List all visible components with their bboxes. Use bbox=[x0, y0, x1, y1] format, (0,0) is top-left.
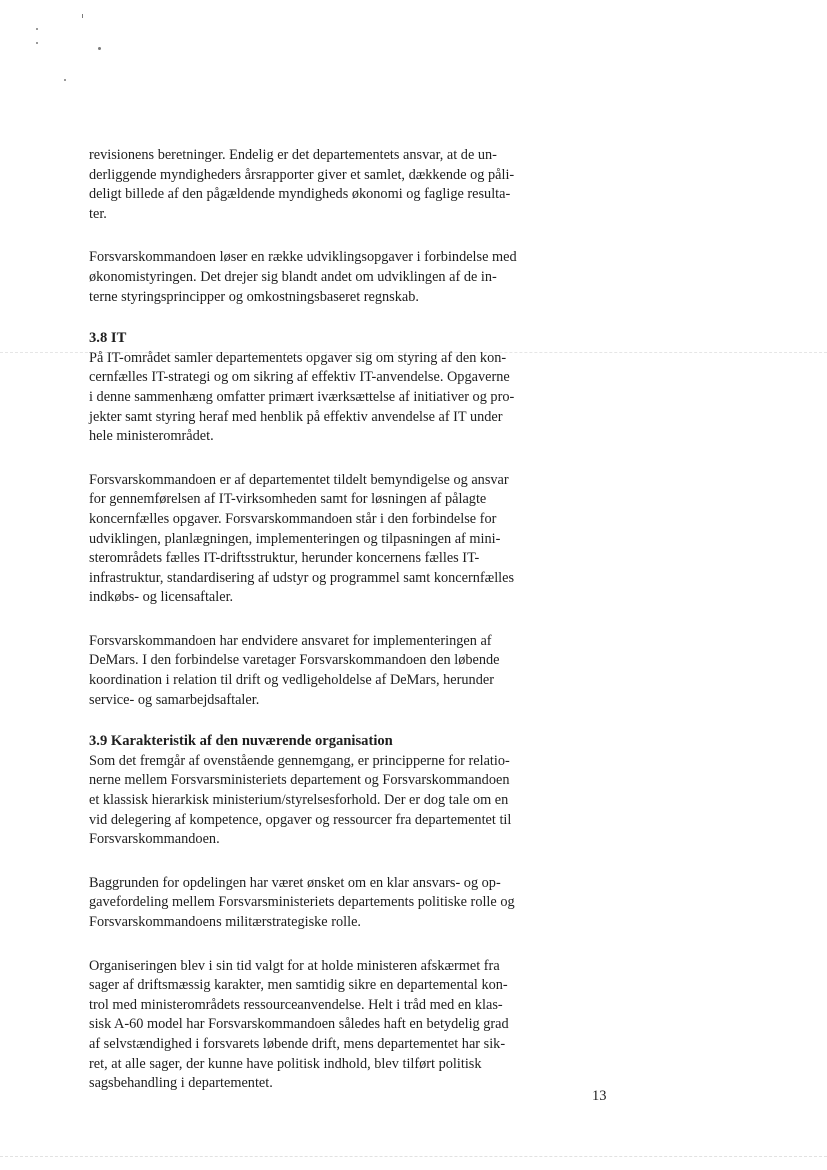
text-line: ret, at alle sager, der kunne have politisk indhold, blev tilført politisk bbox=[89, 1055, 482, 1072]
paragraph-background bbox=[89, 874, 619, 933]
text-line: trol med ministerområdets ressourceanvendelse. Helt i tråd med en klas- bbox=[89, 996, 503, 1013]
text-line: cernfælles IT-strategi og om sikring af effektiv IT-anvendelse. Opgaverne bbox=[89, 369, 510, 386]
paragraph-development-tasks bbox=[89, 248, 619, 307]
text-line: Baggrunden for opdelingen har været ønsket om en klar ansvars- og op- bbox=[89, 874, 501, 891]
text-line: et klassisk hierarkisk ministerium/styrelsesforhold. Der er dog tale om en bbox=[89, 792, 509, 809]
text-line: Forsvarskommandoen løser en række udviklingsopgaver i forbindelse med bbox=[89, 249, 517, 266]
document-body bbox=[89, 146, 619, 1094]
text-line: Forsvarskommandoen er af departementet tildelt bemyndigelse og ansvar bbox=[89, 471, 509, 488]
paragraph-organisation bbox=[89, 957, 619, 1094]
section-heading-3-9: 3.9 Karakteristik af den nuværende organisation bbox=[89, 733, 393, 750]
text-line: sagsbehandling i departementet. bbox=[89, 1075, 273, 1092]
text-line: koordination i relation til drift og vedligeholdelse af DeMars, herunder bbox=[89, 672, 494, 689]
text-line: hele ministerområdet. bbox=[89, 428, 214, 445]
scan-speck bbox=[36, 42, 38, 44]
paragraph-it-delegation bbox=[89, 471, 619, 608]
paragraph-characteristics bbox=[89, 752, 619, 850]
text-line: Forsvarskommandoen har endvidere ansvaret for implementeringen af bbox=[89, 632, 492, 649]
text-line: DeMars. I den forbindelse varetager Forsvarskommandoen den løbende bbox=[89, 652, 500, 669]
text-line: Forsvarskommandoen. bbox=[89, 831, 220, 848]
text-line: deligt billede af den pågældende myndigheds økonomi og faglige resulta- bbox=[89, 186, 511, 203]
text-line: jekter samt styring heraf med henblik på effektiv anvendelse af IT under bbox=[89, 408, 503, 425]
scan-speck bbox=[98, 47, 101, 50]
text-line: sisk A-60 model har Forsvarskommandoen således haft en betydelig grad bbox=[89, 1016, 509, 1033]
text-line: udviklingen, planlægningen, implementeringen og tilpasningen af mini- bbox=[89, 530, 501, 547]
paragraph-demars bbox=[89, 632, 619, 710]
text-line: sager af driftsmæssig karakter, men samtidig sikre en departemental kon- bbox=[89, 977, 508, 994]
page-number: 13 bbox=[592, 1088, 607, 1104]
paragraph-it-area bbox=[89, 349, 619, 447]
text-line: vid delegering af kompetence, opgaver og ressourcer fra departementet til bbox=[89, 811, 512, 828]
scan-speck bbox=[82, 14, 83, 18]
text-line: revisionens beretninger. Endelig er det departementets ansvar, at de un- bbox=[89, 147, 497, 163]
section-heading-3-8: 3.8 IT bbox=[89, 330, 127, 347]
paragraph-revision bbox=[89, 146, 619, 224]
text-line: service- og samarbejdsaftaler. bbox=[89, 691, 260, 708]
text-line: Som det fremgår af ovenstående gennemgang, er principperne for relatio- bbox=[89, 752, 510, 769]
scan-artifact-line bbox=[0, 1156, 827, 1157]
text-line: for gennemførelsen af IT-virksomheden samt for løsningen af pålagte bbox=[89, 491, 487, 508]
text-line: infrastruktur, standardisering af udstyr og programmel samt koncernfælles bbox=[89, 569, 515, 586]
scan-speck bbox=[36, 28, 38, 30]
text-line: derliggende myndigheders årsrapporter giver et samlet, dækkende og påli- bbox=[89, 166, 515, 183]
text-line: gavefordeling mellem Forsvarsministeriets departements politiske rolle og bbox=[89, 894, 515, 911]
text-line: i denne sammenhæng omfatter primært iværksættelse af initiativer og pro- bbox=[89, 388, 515, 405]
text-line: På IT-området samler departementets opgaver sig om styring af den kon- bbox=[89, 349, 507, 366]
text-line: af selvstændighed i forsvarets løbende drift, mens departementet har sik- bbox=[89, 1035, 506, 1052]
text-line: koncernfælles opgaver. Forsvarskommandoen står i den forbindelse for bbox=[89, 510, 497, 527]
text-line: ter. bbox=[89, 205, 107, 222]
text-line: nerne mellem Forsvarsministeriets departement og Forsvarskommandoen bbox=[89, 772, 510, 789]
text-line: indkøbs- og licensaftaler. bbox=[89, 589, 234, 606]
text-line: Forsvarskommandoens militærstrategiske rolle. bbox=[89, 914, 361, 930]
text-line: økonomistyringen. Det drejer sig blandt andet om udviklingen af de in- bbox=[89, 268, 497, 285]
scan-speck bbox=[64, 79, 66, 81]
text-line: terne styringsprincipper og omkostningsbaseret regnskab. bbox=[89, 288, 419, 305]
text-line: sterområdets fælles IT-driftsstruktur, herunder koncernens fælles IT- bbox=[89, 550, 480, 567]
text-line: Organiseringen blev i sin tid valgt for at holde ministeren afskærmet fra bbox=[89, 957, 500, 974]
